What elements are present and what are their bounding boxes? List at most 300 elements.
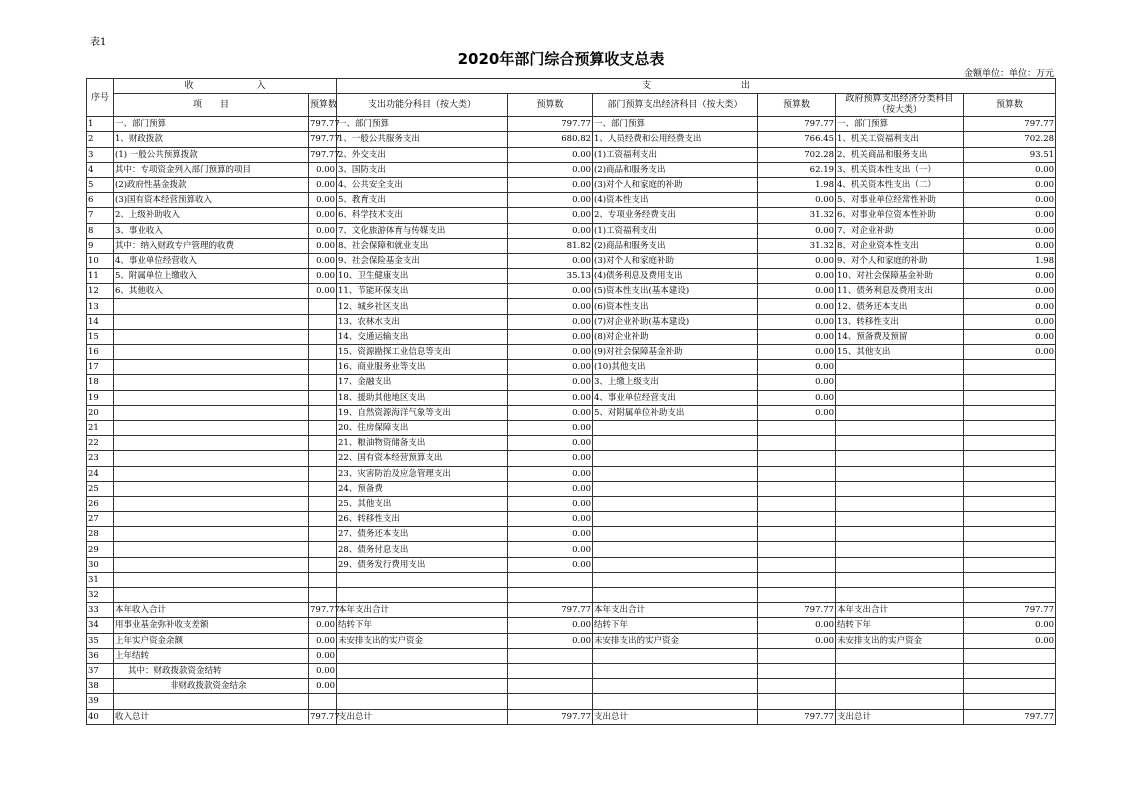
row-number: 19 bbox=[87, 390, 114, 405]
amount-cell: 0.00 bbox=[309, 679, 337, 694]
table-row bbox=[87, 542, 1056, 557]
item-cell bbox=[836, 572, 964, 587]
item-cell: 上年实户资金余额 bbox=[114, 633, 309, 648]
row-number: 5 bbox=[87, 177, 114, 192]
table-row bbox=[87, 618, 1056, 633]
item-cell: 21、粮油物资储备支出 bbox=[337, 436, 508, 451]
amount-cell: 797.77 bbox=[508, 603, 593, 618]
amount-cell bbox=[758, 588, 836, 603]
item-cell: 6、其他收入 bbox=[114, 284, 309, 299]
amount-cell: 0.00 bbox=[758, 269, 836, 284]
table-row bbox=[87, 436, 1056, 451]
item-cell bbox=[593, 694, 758, 709]
item-cell bbox=[836, 694, 964, 709]
amount-cell: 1.98 bbox=[758, 177, 836, 192]
amount-cell bbox=[964, 557, 1056, 572]
item-cell: 9、对个人和家庭的补助 bbox=[836, 253, 964, 268]
table-row bbox=[87, 147, 1056, 162]
amount-cell bbox=[508, 663, 593, 678]
amount-cell bbox=[309, 329, 337, 344]
amount-cell bbox=[758, 557, 836, 572]
item-cell bbox=[836, 648, 964, 663]
amount-cell: 0.00 bbox=[964, 238, 1056, 253]
amount-cell: 0.00 bbox=[309, 269, 337, 284]
item-cell: 一、部门预算 bbox=[836, 117, 964, 132]
amount-cell: 0.00 bbox=[964, 633, 1056, 648]
table-row bbox=[87, 375, 1056, 390]
row-number: 32 bbox=[87, 588, 114, 603]
item-cell bbox=[593, 496, 758, 511]
amount-cell: 0.00 bbox=[309, 648, 337, 663]
item-cell bbox=[836, 436, 964, 451]
row-number: 31 bbox=[87, 572, 114, 587]
item-cell: 1、一般公共服务支出 bbox=[337, 132, 508, 147]
item-cell: 15、资源勘探工业信息等支出 bbox=[337, 345, 508, 360]
amount-cell: 0.00 bbox=[758, 329, 836, 344]
item-cell: (2)商品和服务支出 bbox=[593, 162, 758, 177]
table-row bbox=[87, 694, 1056, 709]
item-cell bbox=[337, 588, 508, 603]
item-cell bbox=[114, 481, 309, 496]
item-cell bbox=[337, 572, 508, 587]
item-cell: 26、转移性支出 bbox=[337, 512, 508, 527]
amount-cell bbox=[309, 314, 337, 329]
item-cell bbox=[836, 390, 964, 405]
item-cell bbox=[836, 663, 964, 678]
amount-cell: 797.77 bbox=[508, 117, 593, 132]
item-cell: 8、社会保障和就业支出 bbox=[337, 238, 508, 253]
amount-cell: 0.00 bbox=[309, 618, 337, 633]
amount-cell: 0.00 bbox=[758, 299, 836, 314]
table-row bbox=[87, 223, 1056, 238]
amount-cell bbox=[758, 527, 836, 542]
amount-cell bbox=[309, 527, 337, 542]
amount-cell bbox=[964, 375, 1056, 390]
amount-cell bbox=[758, 451, 836, 466]
item-cell: 6、科学技术支出 bbox=[337, 208, 508, 223]
item-cell: 4、事业单位经营收入 bbox=[114, 253, 309, 268]
amount-cell bbox=[964, 588, 1056, 603]
item-cell: 4、机关资本性支出（二） bbox=[836, 177, 964, 192]
amount-cell: 0.00 bbox=[508, 527, 593, 542]
amount-cell bbox=[309, 588, 337, 603]
item-cell: (1)工资福利支出 bbox=[593, 147, 758, 162]
amount-cell: 81.82 bbox=[508, 238, 593, 253]
item-cell bbox=[836, 542, 964, 557]
amount-cell: 0.00 bbox=[508, 193, 593, 208]
row-number: 10 bbox=[87, 253, 114, 268]
item-cell: 一、部门预算 bbox=[593, 117, 758, 132]
item-cell bbox=[593, 588, 758, 603]
item-cell: 29、债务发行费用支出 bbox=[337, 557, 508, 572]
amount-header: 预算数 bbox=[964, 94, 1056, 117]
amount-cell bbox=[758, 694, 836, 709]
amount-cell: 0.00 bbox=[758, 405, 836, 420]
row-number: 35 bbox=[87, 633, 114, 648]
table-row bbox=[87, 284, 1056, 299]
row-number: 12 bbox=[87, 284, 114, 299]
amount-cell: 0.00 bbox=[309, 223, 337, 238]
amount-cell bbox=[964, 360, 1056, 375]
table-row bbox=[87, 208, 1056, 223]
item-cell: 2、上级补助收入 bbox=[114, 208, 309, 223]
table-row bbox=[87, 253, 1056, 268]
item-cell bbox=[114, 299, 309, 314]
item-cell: 上年结转 bbox=[114, 648, 309, 663]
item-cell: 22、国有资本经营预算支出 bbox=[337, 451, 508, 466]
item-cell bbox=[836, 557, 964, 572]
amount-cell: 0.00 bbox=[309, 633, 337, 648]
item-cell: 5、对事业单位经常性补助 bbox=[836, 193, 964, 208]
amount-cell: 31.32 bbox=[758, 208, 836, 223]
amount-cell bbox=[309, 299, 337, 314]
table-row bbox=[87, 603, 1056, 618]
row-number: 26 bbox=[87, 496, 114, 511]
amount-cell bbox=[309, 496, 337, 511]
amount-cell bbox=[964, 694, 1056, 709]
item-cell: 未安排支出的实户资金 bbox=[337, 633, 508, 648]
amount-cell: 0.00 bbox=[508, 633, 593, 648]
amount-cell bbox=[309, 420, 337, 435]
amount-cell: 0.00 bbox=[508, 512, 593, 527]
table-row bbox=[87, 238, 1056, 253]
amount-cell bbox=[309, 345, 337, 360]
amount-cell: 0.00 bbox=[964, 193, 1056, 208]
item-cell: 25、其他支出 bbox=[337, 496, 508, 511]
amount-cell: 0.00 bbox=[508, 542, 593, 557]
amount-cell: 31.32 bbox=[758, 238, 836, 253]
table-row bbox=[87, 117, 1056, 132]
amount-cell: 0.00 bbox=[758, 284, 836, 299]
item-cell bbox=[836, 375, 964, 390]
amount-cell bbox=[964, 679, 1056, 694]
item-cell bbox=[593, 466, 758, 481]
amount-cell: 0.00 bbox=[508, 360, 593, 375]
amount-cell: 0.00 bbox=[964, 208, 1056, 223]
table-row bbox=[87, 481, 1056, 496]
row-number: 11 bbox=[87, 269, 114, 284]
item-cell bbox=[593, 663, 758, 678]
amount-cell: 0.00 bbox=[508, 299, 593, 314]
item-cell: 23、灾害防治及应急管理支出 bbox=[337, 466, 508, 481]
item-cell: (4)债务利息及费用支出 bbox=[593, 269, 758, 284]
amount-cell bbox=[758, 663, 836, 678]
item-cell: 收入总计 bbox=[114, 709, 309, 724]
amount-cell: 0.00 bbox=[758, 375, 836, 390]
amount-cell bbox=[964, 496, 1056, 511]
amount-cell: 62.19 bbox=[758, 162, 836, 177]
item-cell bbox=[337, 679, 508, 694]
item-cell bbox=[593, 451, 758, 466]
amount-cell: 0.00 bbox=[964, 269, 1056, 284]
item-cell bbox=[593, 557, 758, 572]
item-cell: (1) 一般公共预算拨款 bbox=[114, 147, 309, 162]
item-cell bbox=[836, 420, 964, 435]
item-cell: 3、事业收入 bbox=[114, 223, 309, 238]
amount-cell bbox=[964, 542, 1056, 557]
amount-cell: 0.00 bbox=[758, 193, 836, 208]
item-cell: 14、预备费及预留 bbox=[836, 329, 964, 344]
item-cell: 用事业基金弥补收支差额 bbox=[114, 618, 309, 633]
item-cell: 11、债务利息及费用支出 bbox=[836, 284, 964, 299]
econ-header: 部门预算支出经济科目（按大类） bbox=[593, 94, 758, 117]
seq-header: 序号 bbox=[87, 79, 114, 117]
table-row bbox=[87, 527, 1056, 542]
amount-cell bbox=[964, 481, 1056, 496]
item-cell bbox=[114, 542, 309, 557]
unit-note: 金额单位：单位：万元 bbox=[963, 69, 1054, 79]
item-cell bbox=[337, 663, 508, 678]
item-cell bbox=[593, 572, 758, 587]
item-cell bbox=[114, 436, 309, 451]
item-cell: 3、国防支出 bbox=[337, 162, 508, 177]
item-cell: 其中：专项资金列入部门预算的项目 bbox=[114, 162, 309, 177]
item-cell: 4、公共安全支出 bbox=[337, 177, 508, 192]
amount-cell bbox=[758, 496, 836, 511]
row-number: 38 bbox=[87, 679, 114, 694]
item-cell: 24、预备费 bbox=[337, 481, 508, 496]
amount-cell bbox=[758, 542, 836, 557]
item-cell: 15、其他支出 bbox=[836, 345, 964, 360]
item-cell bbox=[593, 679, 758, 694]
item-cell: 1、人员经费和公用经费支出 bbox=[593, 132, 758, 147]
amount-cell: 0.00 bbox=[758, 633, 836, 648]
amount-cell: 797.77 bbox=[758, 709, 836, 724]
amount-cell: 0.00 bbox=[508, 466, 593, 481]
item-cell bbox=[337, 694, 508, 709]
func-header: 支出功能分科目（按大类） bbox=[337, 94, 508, 117]
amount-cell bbox=[964, 405, 1056, 420]
amount-cell: 0.00 bbox=[309, 177, 337, 192]
amount-cell: 0.00 bbox=[758, 618, 836, 633]
amount-cell: 0.00 bbox=[309, 238, 337, 253]
amount-cell: 0.00 bbox=[758, 223, 836, 238]
row-number: 3 bbox=[87, 147, 114, 162]
item-cell bbox=[593, 527, 758, 542]
item-cell: 10、对社会保障基金补助 bbox=[836, 269, 964, 284]
amount-cell bbox=[758, 679, 836, 694]
budget-table bbox=[86, 78, 1056, 725]
item-cell: 13、农林水支出 bbox=[337, 314, 508, 329]
item-cell bbox=[114, 527, 309, 542]
amount-cell bbox=[964, 648, 1056, 663]
item-cell bbox=[114, 360, 309, 375]
amount-cell bbox=[309, 694, 337, 709]
row-number: 28 bbox=[87, 527, 114, 542]
table-row bbox=[87, 132, 1056, 147]
amount-cell: 797.77 bbox=[964, 603, 1056, 618]
amount-cell: 0.00 bbox=[964, 299, 1056, 314]
item-cell: 20、住房保障支出 bbox=[337, 420, 508, 435]
amount-cell bbox=[309, 481, 337, 496]
item-cell: 5、对附属单位补助支出 bbox=[593, 405, 758, 420]
item-cell bbox=[836, 679, 964, 694]
item-cell: 本年支出合计 bbox=[836, 603, 964, 618]
row-number: 34 bbox=[87, 618, 114, 633]
row-number: 22 bbox=[87, 436, 114, 451]
amount-cell: 0.00 bbox=[964, 284, 1056, 299]
item-cell bbox=[114, 329, 309, 344]
amount-cell bbox=[309, 466, 337, 481]
table-number: 表1 bbox=[90, 37, 107, 48]
item-cell: (8)对企业补助 bbox=[593, 329, 758, 344]
item-cell bbox=[836, 451, 964, 466]
item-cell: 3、上缴上级支出 bbox=[593, 375, 758, 390]
amount-cell bbox=[758, 512, 836, 527]
table-row bbox=[87, 451, 1056, 466]
row-number: 37 bbox=[87, 663, 114, 678]
amount-cell bbox=[964, 527, 1056, 542]
item-cell: (3)对个人和家庭补助 bbox=[593, 253, 758, 268]
amount-cell bbox=[758, 420, 836, 435]
item-cell: 结转下年 bbox=[337, 618, 508, 633]
table-row bbox=[87, 663, 1056, 678]
row-number: 9 bbox=[87, 238, 114, 253]
amount-cell: 0.00 bbox=[758, 345, 836, 360]
table-row bbox=[87, 420, 1056, 435]
item-cell: 5、附属单位上缴收入 bbox=[114, 269, 309, 284]
item-cell bbox=[114, 451, 309, 466]
item-cell: 其中：财政拨款资金结转 bbox=[114, 663, 309, 678]
amount-cell bbox=[758, 572, 836, 587]
table-row bbox=[87, 648, 1056, 663]
item-cell: 12、城乡社区支出 bbox=[337, 299, 508, 314]
amount-cell: 0.00 bbox=[309, 253, 337, 268]
amount-cell: 0.00 bbox=[508, 557, 593, 572]
item-cell: 18、援助其他地区支出 bbox=[337, 390, 508, 405]
amount-cell: 0.00 bbox=[508, 253, 593, 268]
amount-cell bbox=[964, 663, 1056, 678]
amount-cell: 0.00 bbox=[508, 284, 593, 299]
amount-cell: 0.00 bbox=[508, 405, 593, 420]
item-cell: (6)资本性支出 bbox=[593, 299, 758, 314]
row-number: 2 bbox=[87, 132, 114, 147]
table-row bbox=[87, 633, 1056, 648]
amount-cell bbox=[508, 679, 593, 694]
row-number: 15 bbox=[87, 329, 114, 344]
item-cell: 支出总计 bbox=[593, 709, 758, 724]
amount-cell: 0.00 bbox=[508, 496, 593, 511]
amount-cell bbox=[309, 451, 337, 466]
amount-cell bbox=[964, 466, 1056, 481]
item-cell: 结转下年 bbox=[593, 618, 758, 633]
amount-cell bbox=[964, 420, 1056, 435]
item-cell bbox=[114, 314, 309, 329]
amount-cell bbox=[309, 572, 337, 587]
amount-cell: 0.00 bbox=[508, 314, 593, 329]
item-cell: (7)对企业补助(基本建设) bbox=[593, 314, 758, 329]
row-number: 33 bbox=[87, 603, 114, 618]
amount-cell bbox=[309, 557, 337, 572]
item-cell: 8、对企业资本性支出 bbox=[836, 238, 964, 253]
amount-cell: 766.45 bbox=[758, 132, 836, 147]
item-cell: (4)资本性支出 bbox=[593, 193, 758, 208]
table-row bbox=[87, 405, 1056, 420]
expense-header: 支 出 bbox=[337, 79, 1056, 94]
table-row bbox=[87, 345, 1056, 360]
amount-header: 预算数 bbox=[309, 94, 337, 117]
amount-cell: 0.00 bbox=[758, 360, 836, 375]
item-cell bbox=[114, 694, 309, 709]
amount-cell: 0.00 bbox=[309, 208, 337, 223]
income-header: 收 入 bbox=[114, 79, 337, 94]
amount-cell: 0.00 bbox=[964, 314, 1056, 329]
row-number: 25 bbox=[87, 481, 114, 496]
item-cell: 7、文化旅游体育与传媒支出 bbox=[337, 223, 508, 238]
item-cell: 其中：纳入财政专户管理的收费 bbox=[114, 238, 309, 253]
amount-cell bbox=[964, 436, 1056, 451]
item-cell: 本年收入合计 bbox=[114, 603, 309, 618]
amount-cell: 0.00 bbox=[508, 436, 593, 451]
amount-cell: 0.00 bbox=[309, 162, 337, 177]
amount-header: 预算数 bbox=[508, 94, 593, 117]
amount-cell bbox=[758, 436, 836, 451]
table-row bbox=[87, 193, 1056, 208]
amount-cell: 0.00 bbox=[964, 177, 1056, 192]
amount-cell bbox=[758, 481, 836, 496]
amount-cell: 35.13 bbox=[508, 269, 593, 284]
amount-cell: 0.00 bbox=[309, 663, 337, 678]
amount-cell: 797.77 bbox=[309, 147, 337, 162]
table-row bbox=[87, 162, 1056, 177]
item-cell: (10)其他支出 bbox=[593, 360, 758, 375]
amount-header: 预算数 bbox=[758, 94, 836, 117]
amount-cell: 797.77 bbox=[758, 117, 836, 132]
item-cell bbox=[593, 420, 758, 435]
row-number: 36 bbox=[87, 648, 114, 663]
amount-cell bbox=[508, 694, 593, 709]
item-cell bbox=[836, 588, 964, 603]
item-cell: 13、转移性支出 bbox=[836, 314, 964, 329]
amount-cell: 797.77 bbox=[758, 603, 836, 618]
amount-cell: 797.77 bbox=[964, 117, 1056, 132]
amount-cell: 0.00 bbox=[309, 193, 337, 208]
row-number: 17 bbox=[87, 360, 114, 375]
amount-cell bbox=[309, 360, 337, 375]
amount-cell: 0.00 bbox=[508, 618, 593, 633]
amount-cell bbox=[758, 648, 836, 663]
item-cell bbox=[836, 405, 964, 420]
item-cell: 1、财政拨款 bbox=[114, 132, 309, 147]
amount-cell: 0.00 bbox=[508, 451, 593, 466]
item-cell: (2)政府性基金拨款 bbox=[114, 177, 309, 192]
amount-cell: 797.77 bbox=[309, 117, 337, 132]
item-cell: 16、商业服务业等支出 bbox=[337, 360, 508, 375]
table-row bbox=[87, 360, 1056, 375]
amount-cell: 797.77 bbox=[508, 709, 593, 724]
table-row bbox=[87, 588, 1056, 603]
item-cell: 27、债务还本支出 bbox=[337, 527, 508, 542]
item-cell: (9)对社会保障基金补助 bbox=[593, 345, 758, 360]
amount-cell: 702.28 bbox=[964, 132, 1056, 147]
item-cell: 5、教育支出 bbox=[337, 193, 508, 208]
amount-cell bbox=[309, 405, 337, 420]
amount-cell: 0.00 bbox=[964, 329, 1056, 344]
item-cell: 28、债务付息支出 bbox=[337, 542, 508, 557]
item-cell: 本年支出合计 bbox=[593, 603, 758, 618]
row-number: 23 bbox=[87, 451, 114, 466]
item-cell bbox=[114, 588, 309, 603]
row-number: 16 bbox=[87, 345, 114, 360]
item-cell bbox=[114, 375, 309, 390]
item-cell: 2、外交支出 bbox=[337, 147, 508, 162]
amount-cell: 0.00 bbox=[508, 375, 593, 390]
row-number: 24 bbox=[87, 466, 114, 481]
table-row bbox=[87, 709, 1056, 724]
amount-cell: 797.77 bbox=[964, 709, 1056, 724]
item-cell: 6、对事业单位资本性补助 bbox=[836, 208, 964, 223]
amount-cell: 0.00 bbox=[508, 481, 593, 496]
